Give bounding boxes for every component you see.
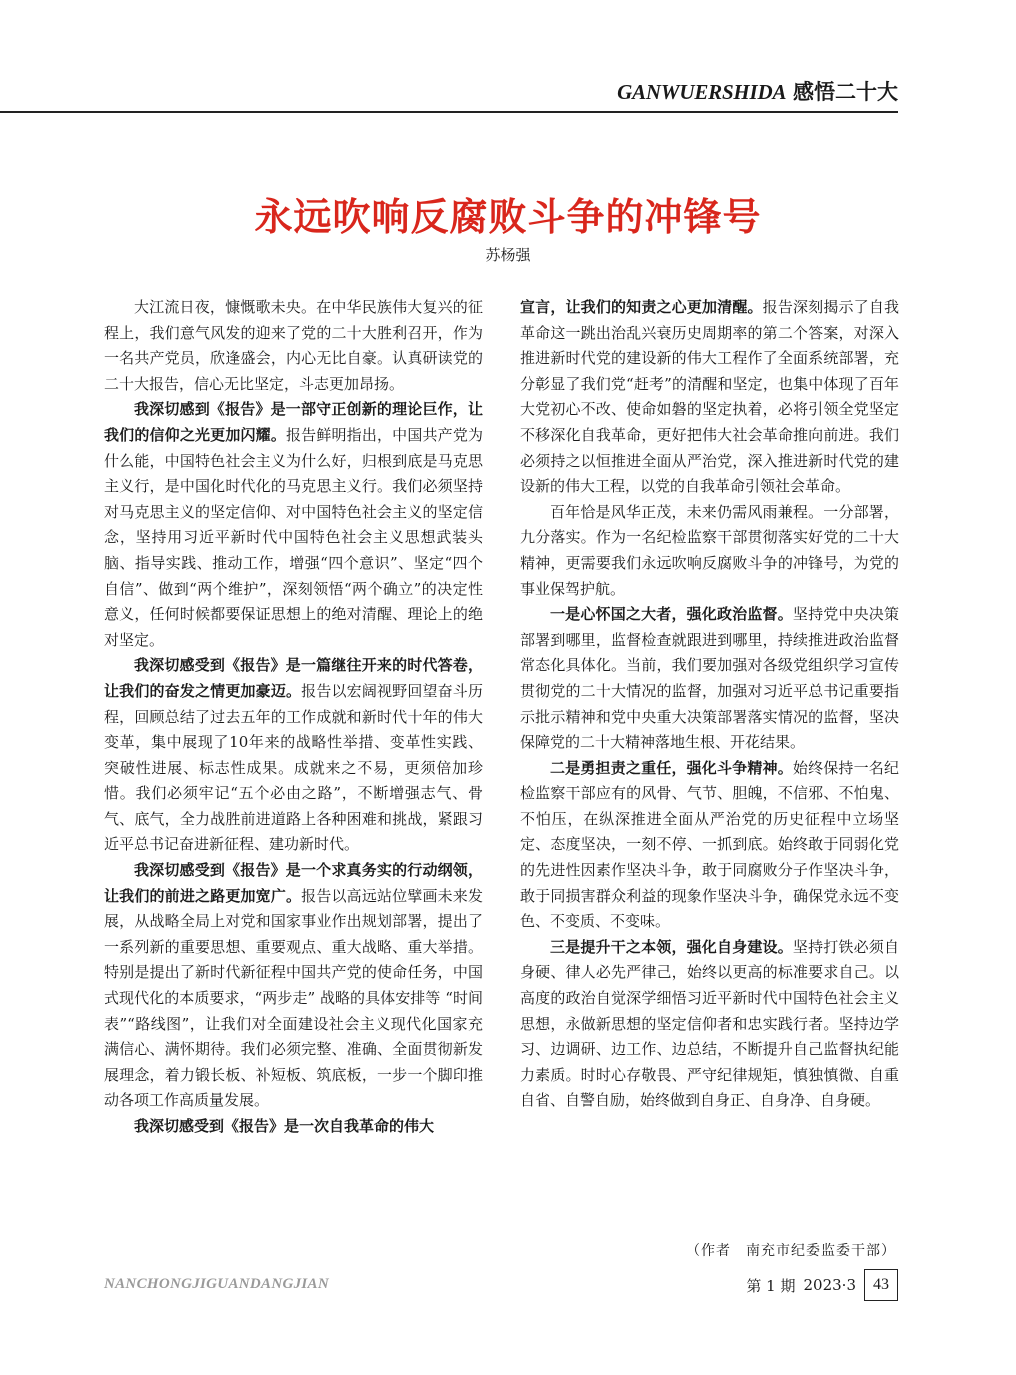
header-section: 感悟二十大 [793,80,898,104]
paragraph: 一是心怀国之大者，强化政治监督。坚持党中央决策部署到哪里，监督检查就跟进到哪里，持续推进政治监督常态化具体化。当前，我们要加强对各级党组织学习宣传贯彻党的二十大情况的监督，加强对习近平总书记重要指示批示精神和党中央重大决策部署落实情况的监督，坚决保障党的二十大精神落地生根、开花结果。 [520,605,899,752]
column-left [104,295,483,1140]
paragraph-lead: 三是提升干之本领，强化自身建设。 [550,937,793,956]
page-footer [746,1269,898,1301]
article-author: 苏杨强 [485,246,531,264]
article-title: 永远吹响反腐败斗争的冲锋号 [254,194,762,239]
issue-date: 2023·3 [803,1276,856,1294]
page-number: 43 [864,1269,898,1301]
paragraph-lead: 我深切感到《报告》是一部守正创新的理论巨作，让我们的信仰之光更加闪耀。 [104,400,483,444]
author-byline: （作者 南充市纪委监委干部） [686,1243,896,1259]
paragraph-lead: 宣言，让我们的知责之心更加清醒。 [520,298,763,316]
header-latin: GANWUERSHIDA [617,80,787,104]
paragraph: 大江流日夜，慷慨歌未央。在中华民族伟大复兴的征程上，我们意气风发的迎来了党的二十大胜利召开，作为一名共产党员，欣逢盛会，内心无比自豪。认真研读党的二十大报告，信心无比坚定，斗志更加昂扬。 [104,298,483,393]
paragraph: 宣言，让我们的知责之心更加清醒。报告深刻揭示了自我革命这一跳出治乱兴衰历史周期率的第二个答案，对深入推进新时代党的建设新的伟大工程作了全面系统部署，充分彰显了我们党“赶考”的清醒和坚定，也集中体现了百年大党初心不改、使命如磐的坚定执着，必将引领全党坚定不移深化自我革命，更好把伟大社会革命推向前进。我们必须持之以恒推进全面从严治党，深入推进新时代党的建设新的伟大工程，以党的自我革命引领社会革命。 [520,298,899,496]
paragraph: 三是提升干之本领，强化自身建设。坚持打铁必须自身硬、律人必先严律己，始终以更高的标准要求自己。以高度的政治自觉深学细悟习近平新时代中国特色社会主义思想，永做新思想的坚定信仰者和忠实践行者。坚持边学习、边调研、边工作、边总结，不断提升自己监督执纪能力素质。时时心存敬畏、严守纪律规矩，慎独慎微、自重自省、自警自励，始终做到自身正、自身净、自身硬。 [520,937,899,1110]
journal-name: NANCHONGJIGUANDANGJIAN [104,1276,329,1292]
paragraph: 百年恰是风华正茂，未来仍需风雨兼程。一分部署，九分落实。作为一名纪检监察干部贯彻落实好党的二十大精神，更需要我们永远吹响反腐败斗争的冲锋号，为党的事业保驾护航。 [520,502,899,598]
paragraph-lead: 我深切感受到《报告》是一次自我革命的伟大 [134,1117,435,1135]
issue-number: 第 1 期 [746,1276,796,1295]
paragraph: 我深切感受到《报告》是一个求真务实的行动纲领，让我们的前进之路更加宽广。报告以高远站位擘画未来发展，从战略全局上对党和国家事业作出规划部署，提出了一系列新的重要思想、重要观点、重大战略、重大举措。特别是提出了新时代新征程中国共产党的使命任务，中国式现代化的本质要求，“两步走” 战略的具体安排等 “时间表”“路线图”，让我们对全面建设社会主义现代化国家充满信心、满怀期待。我们必须完整、准确、全面贯彻新发展理念，着力锻长板、补短板、筑底板，一步一个脚印推动各项工作高质量发展。 [104,861,483,1110]
column-right [520,295,899,1114]
paragraph-lead: 二是勇担责之重任，强化斗争精神。 [550,758,793,777]
paragraph: 我深切感到《报告》是一部守正创新的理论巨作，让我们的信仰之光更加闪耀。报告鲜明指出，中国共产党为什么能，中国特色社会主义为什么好，归根到底是马克思主义行，是中国化时代化的马克思主义行。我们必须坚持对马克思主义的坚定信仰、对中国特色社会主义的坚定信念，坚持用习近平新时代中国特色社会主义思想武装头脑、指导实践、推动工作，增强“四个意识”、坚定“四个自信”、做到“两个维护”，深刻领悟“两个确立”的决定性意义，任何时候都要保证思想上的绝对清醒、理论上的绝对坚定。 [104,400,483,649]
paragraph: 二是勇担责之重任，强化斗争精神。始终保持一名纪检监察干部应有的风骨、气节、胆魄，不信邪、不怕鬼、不怕压，在纵深推进全面从严治党的历史征程中立场坚定、态度坚决，一刻不停、一抓到底。始终敢于同弱化党的先进性因素作坚决斗争，敢于同腐败分子作坚决斗争，敢于同损害群众利益的现象作坚决斗争，确保党永远不变色、不变质、不变味。 [520,758,899,931]
paragraph: 我深切感受到《报告》是一篇继往开来的时代答卷，让我们的奋发之情更加豪迈。报告以宏阔视野回望奋斗历程，回顾总结了过去五年的工作成就和新时代十年的伟大变革，集中展现了10年来的战略性举措、变革性实践、突破性进展、标志性成果。成就来之不易，更须倍加珍惜。我们必须牢记“五个必由之路”，不断增强志气、骨气、底气，全力战胜前进道路上各种困难和挑战，紧跟习近平总书记奋进新征程、建功新时代。 [104,656,483,854]
running-header [617,78,898,106]
paragraph-lead: 我深切感受到《报告》是一个求真务实的行动纲领，让我们的前进之路更加宽广。 [104,861,483,905]
header-rule [0,111,898,113]
paragraph [104,1114,483,1140]
paragraph-lead: 我深切感受到《报告》是一篇继往开来的时代答卷，让我们的奋发之情更加豪迈。 [104,656,483,700]
paragraph-lead: 一是心怀国之大者，强化政治监督。 [550,605,793,624]
